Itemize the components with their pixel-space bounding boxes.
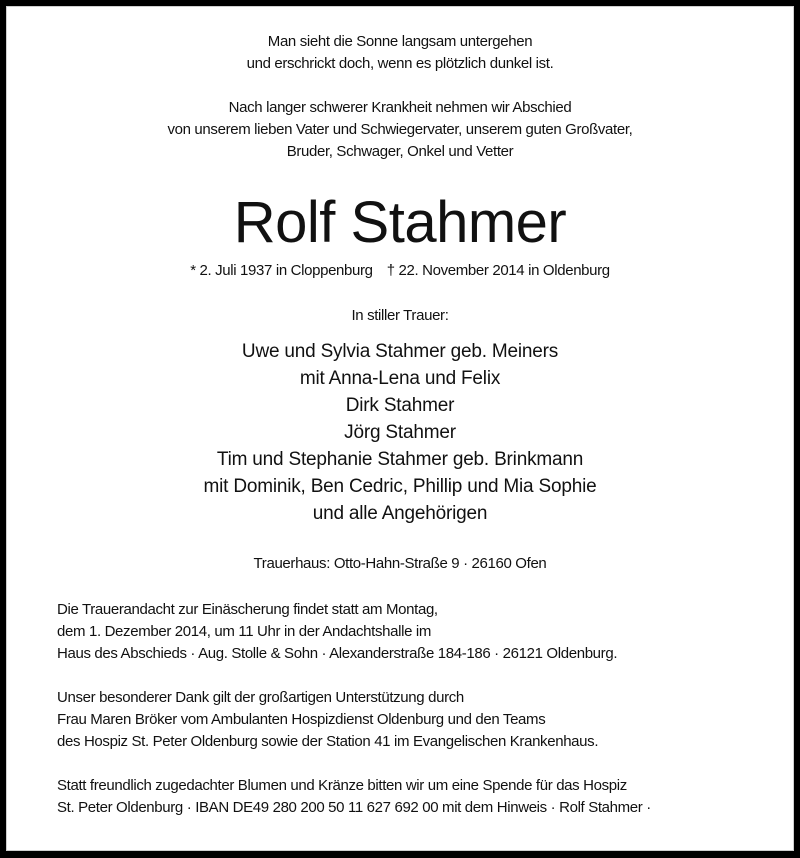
- thanks-line: Unser besonderer Dank gilt der großartigen Unterstützung durch: [57, 689, 464, 706]
- birth-date: * 2. Juli 1937 in Cloppenburg: [190, 262, 373, 279]
- mourners-list: [0, 338, 800, 527]
- intro-line: Bruder, Schwager, Onkel und Vetter: [286, 143, 514, 160]
- quote-line: und erschrickt doch, wenn es plötzlich dunkel ist.: [246, 55, 554, 72]
- announcement-intro: [0, 97, 800, 163]
- service-line: dem 1. Dezember 2014, um 11 Uhr in der Andachtshalle im: [57, 623, 432, 640]
- house-of-mourning: Trauerhaus: Otto-Hahn-Straße 9 · 26160 Ofen: [253, 555, 547, 572]
- life-dates: [0, 260, 800, 282]
- service-details: [57, 599, 617, 665]
- intro-line: Nach langer schwerer Krankheit nehmen wir Abschied: [228, 99, 572, 116]
- mourner-line: Tim und Stephanie Stahmer geb. Brinkmann: [216, 449, 584, 470]
- mourner-line: Jörg Stahmer: [344, 422, 456, 443]
- mourner-line: mit Dominik, Ben Cedric, Phillip und Mia Sophie: [203, 476, 597, 497]
- mourners-heading: In stiller Trauer:: [351, 307, 449, 324]
- quote-line: Man sieht die Sonne langsam untergehen: [267, 33, 533, 50]
- thanks-line: des Hospiz St. Peter Oldenburg sowie der Station 41 im Evangelischen Krankenhaus.: [57, 733, 599, 750]
- intro-line: von unserem lieben Vater und Schwiegervater, unserem guten Großvater,: [167, 121, 633, 138]
- death-date: † 22. November 2014 in Oldenburg: [386, 262, 610, 279]
- service-line: Haus des Abschieds · Aug. Stolle & Sohn · Alexanderstraße 184-186 · 26121 Oldenburg.: [57, 645, 618, 662]
- donation-request: [57, 775, 651, 819]
- deceased-name: Rolf Stahmer: [233, 190, 567, 255]
- service-line: Die Trauerandacht zur Einäscherung findet statt am Montag,: [57, 601, 438, 618]
- thanks-line: Frau Maren Bröker vom Ambulanten Hospizdienst Oldenburg und den Teams: [57, 711, 546, 728]
- opening-quote: [0, 31, 800, 75]
- mourner-line: und alle Angehörigen: [312, 503, 488, 524]
- mourner-line: mit Anna-Lena und Felix: [299, 368, 501, 389]
- donation-line: St. Peter Oldenburg · IBAN DE49 280 200 50 11 627 692 00 mit dem Hinweis · Rolf Stahmer ·: [57, 799, 651, 816]
- donation-line: Statt freundlich zugedachter Blumen und Kränze bitten wir um eine Spende für das Hospiz: [57, 777, 627, 794]
- mourner-line: Dirk Stahmer: [345, 395, 455, 416]
- thanks-paragraph: [57, 687, 598, 753]
- mourner-line: Uwe und Sylvia Stahmer geb. Meiners: [241, 341, 559, 362]
